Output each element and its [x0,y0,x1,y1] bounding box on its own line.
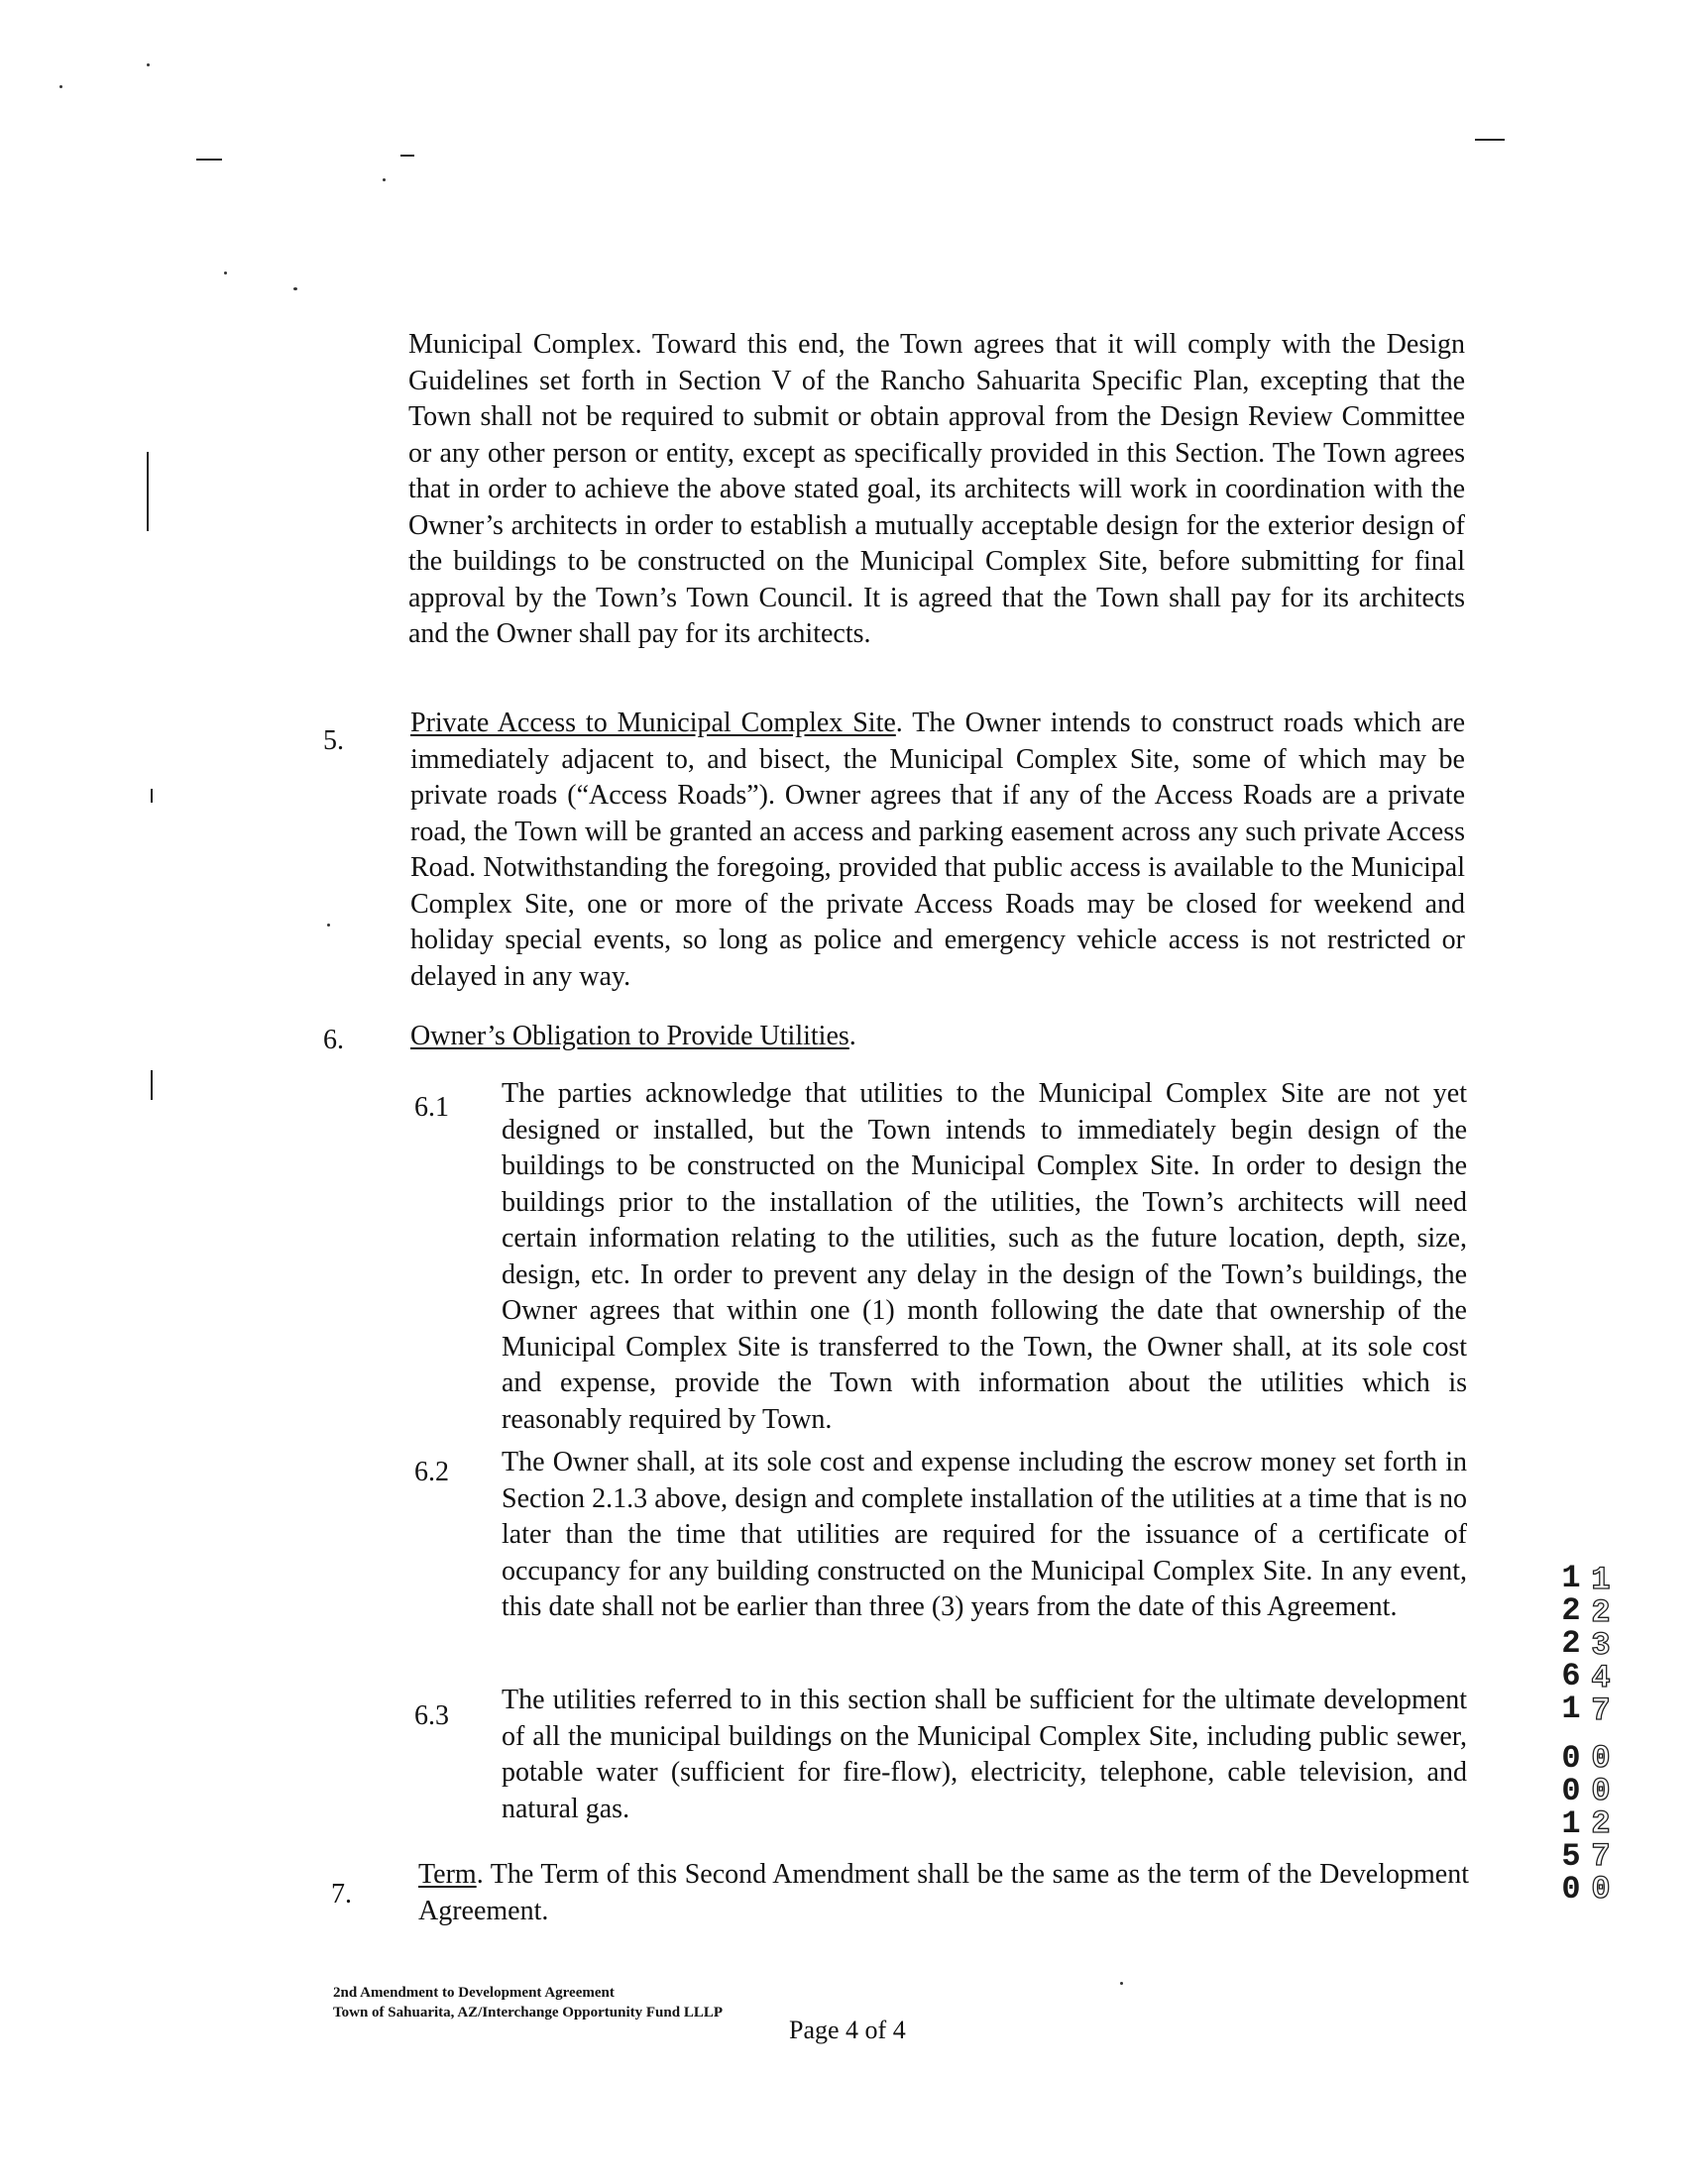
subsection-paragraph: The utilities referred to in this section shall be sufficient for the ultimate development of all the municipal buildings on the Municipal Complex Site, including public sewer, potable water (sufficient for fire-flow), electricity, telephone, cable television, and natural gas. [502,1685,1467,1824]
section-heading: Term [418,1859,477,1890]
section-heading: Private Access to Municipal Complex Site [410,708,896,738]
docket-number-stamp: 12261 [1561,1560,1581,1727]
recorder-page-stamp: 00270 [1591,1740,1611,1908]
scan-speck [1120,1982,1123,1985]
page-number: Page 4 of 4 [789,2016,906,2044]
subsection-paragraph: The parties acknowledge that utilities to the Municipal Complex Site are not yet designed or installed, but the Town intends to immediately begin design of the buildings to be constructed on the Municipal Complex Site. In order to design the buildings prior to the installation of the utilities, the Town’s architects will need certain information relating to the utilities, such as the future location, depth, size, design, etc. In order to prevent any delay in the design of the Town’s buildings, the Owner agrees that within one (1) month following the date that ownership of the Municipal Complex Site is transferred to the Town, the Owner shall, at its sole cost and expense, provide the Town with information about the utilities which is reasonably required by Town. [502,1078,1467,1435]
scan-speck [59,85,62,88]
section-text: . The Term of this Second Amendment shall be the same as the term of the Development Agreement. [418,1859,1469,1926]
section-number: 7. [331,1879,352,1910]
section-5-paragraph [410,706,1465,995]
section-text: . [848,1021,856,1051]
scan-speck [383,178,386,181]
scan-mark [151,1070,153,1100]
scan-mark [196,159,222,161]
subsection-paragraph: The Owner shall, at its sole cost and expense including the escrow money set forth in Section 2.1.3 above, design and complete installation of the utilities at a time that is no later than the time that utilities are required for the issuance of a certificate of occupancy for any building constructed on the Municipal Complex Site. In any event, this date shall not be earlier than three (3) years from the date of this Agreement. [502,1447,1467,1622]
subsection-number: 6.1 [414,1092,449,1123]
section-7-paragraph [418,1857,1469,1929]
subsection-number: 6.2 [414,1457,449,1487]
scan-speck [224,272,227,274]
footer-parties: Town of Sahuarita, AZ/Interchange Opportunity Fund LLLP [333,2005,724,2020]
docket-page-stamp: 00150 [1561,1740,1581,1908]
subsection-number: 6.3 [414,1700,449,1731]
scan-mark [400,155,414,157]
scan-speck [293,287,297,290]
section-number: 5. [323,725,344,756]
scan-mark [147,452,149,531]
section-number: 6. [323,1025,344,1055]
continuation-paragraph: Municipal Complex. Toward this end, the Town agrees that it will comply with the Design Guidelines set forth in Section V of the Rancho Sahuarita Specific Plan, excepting that the Town shall not be required to submit or obtain approval from the Design Review Committee or any other person or entity, except as specifically provided in this Section. The Town agrees that in order to achieve the above stated goal, its architects will work in coordination with the Owner’s architects in order to establish a mutually acceptable design for the exterior design of the buildings to be constructed on the Municipal Complex Site, before submitting for final approval by the Town’s Town Council. It is agreed that the Town shall pay for its architects and the Owner shall pay for its architects. [408,329,1465,649]
scan-mark [1475,139,1505,141]
section-text: . The Owner intends to construct roads which are immediately adjacent to, and bisect, the Municipal Complex Site, some of which may be private roads (“Access Roads”). Owner agrees that if any of the Access Roads are a private road, the Town will be granted an access and parking easement across any such private Access Road. Notwithstanding the foregoing, provided that public access is available to the Municipal Complex Site, one or more of the private Access Roads may be closed for weekend and holiday special events, so long as police and emergency vehicle access is not restricted or delayed in any way. [410,708,1465,992]
scan-speck [327,924,330,927]
scan-speck [147,63,150,66]
footer-amendment-title: 2nd Amendment to Development Agreement [333,1985,615,2001]
section-6-heading-line [410,1019,1465,1055]
scan-mark [151,789,153,803]
section-heading: Owner’s Obligation to Provide Utilities [410,1021,849,1051]
recorder-number-stamp: 12347 [1591,1562,1611,1729]
